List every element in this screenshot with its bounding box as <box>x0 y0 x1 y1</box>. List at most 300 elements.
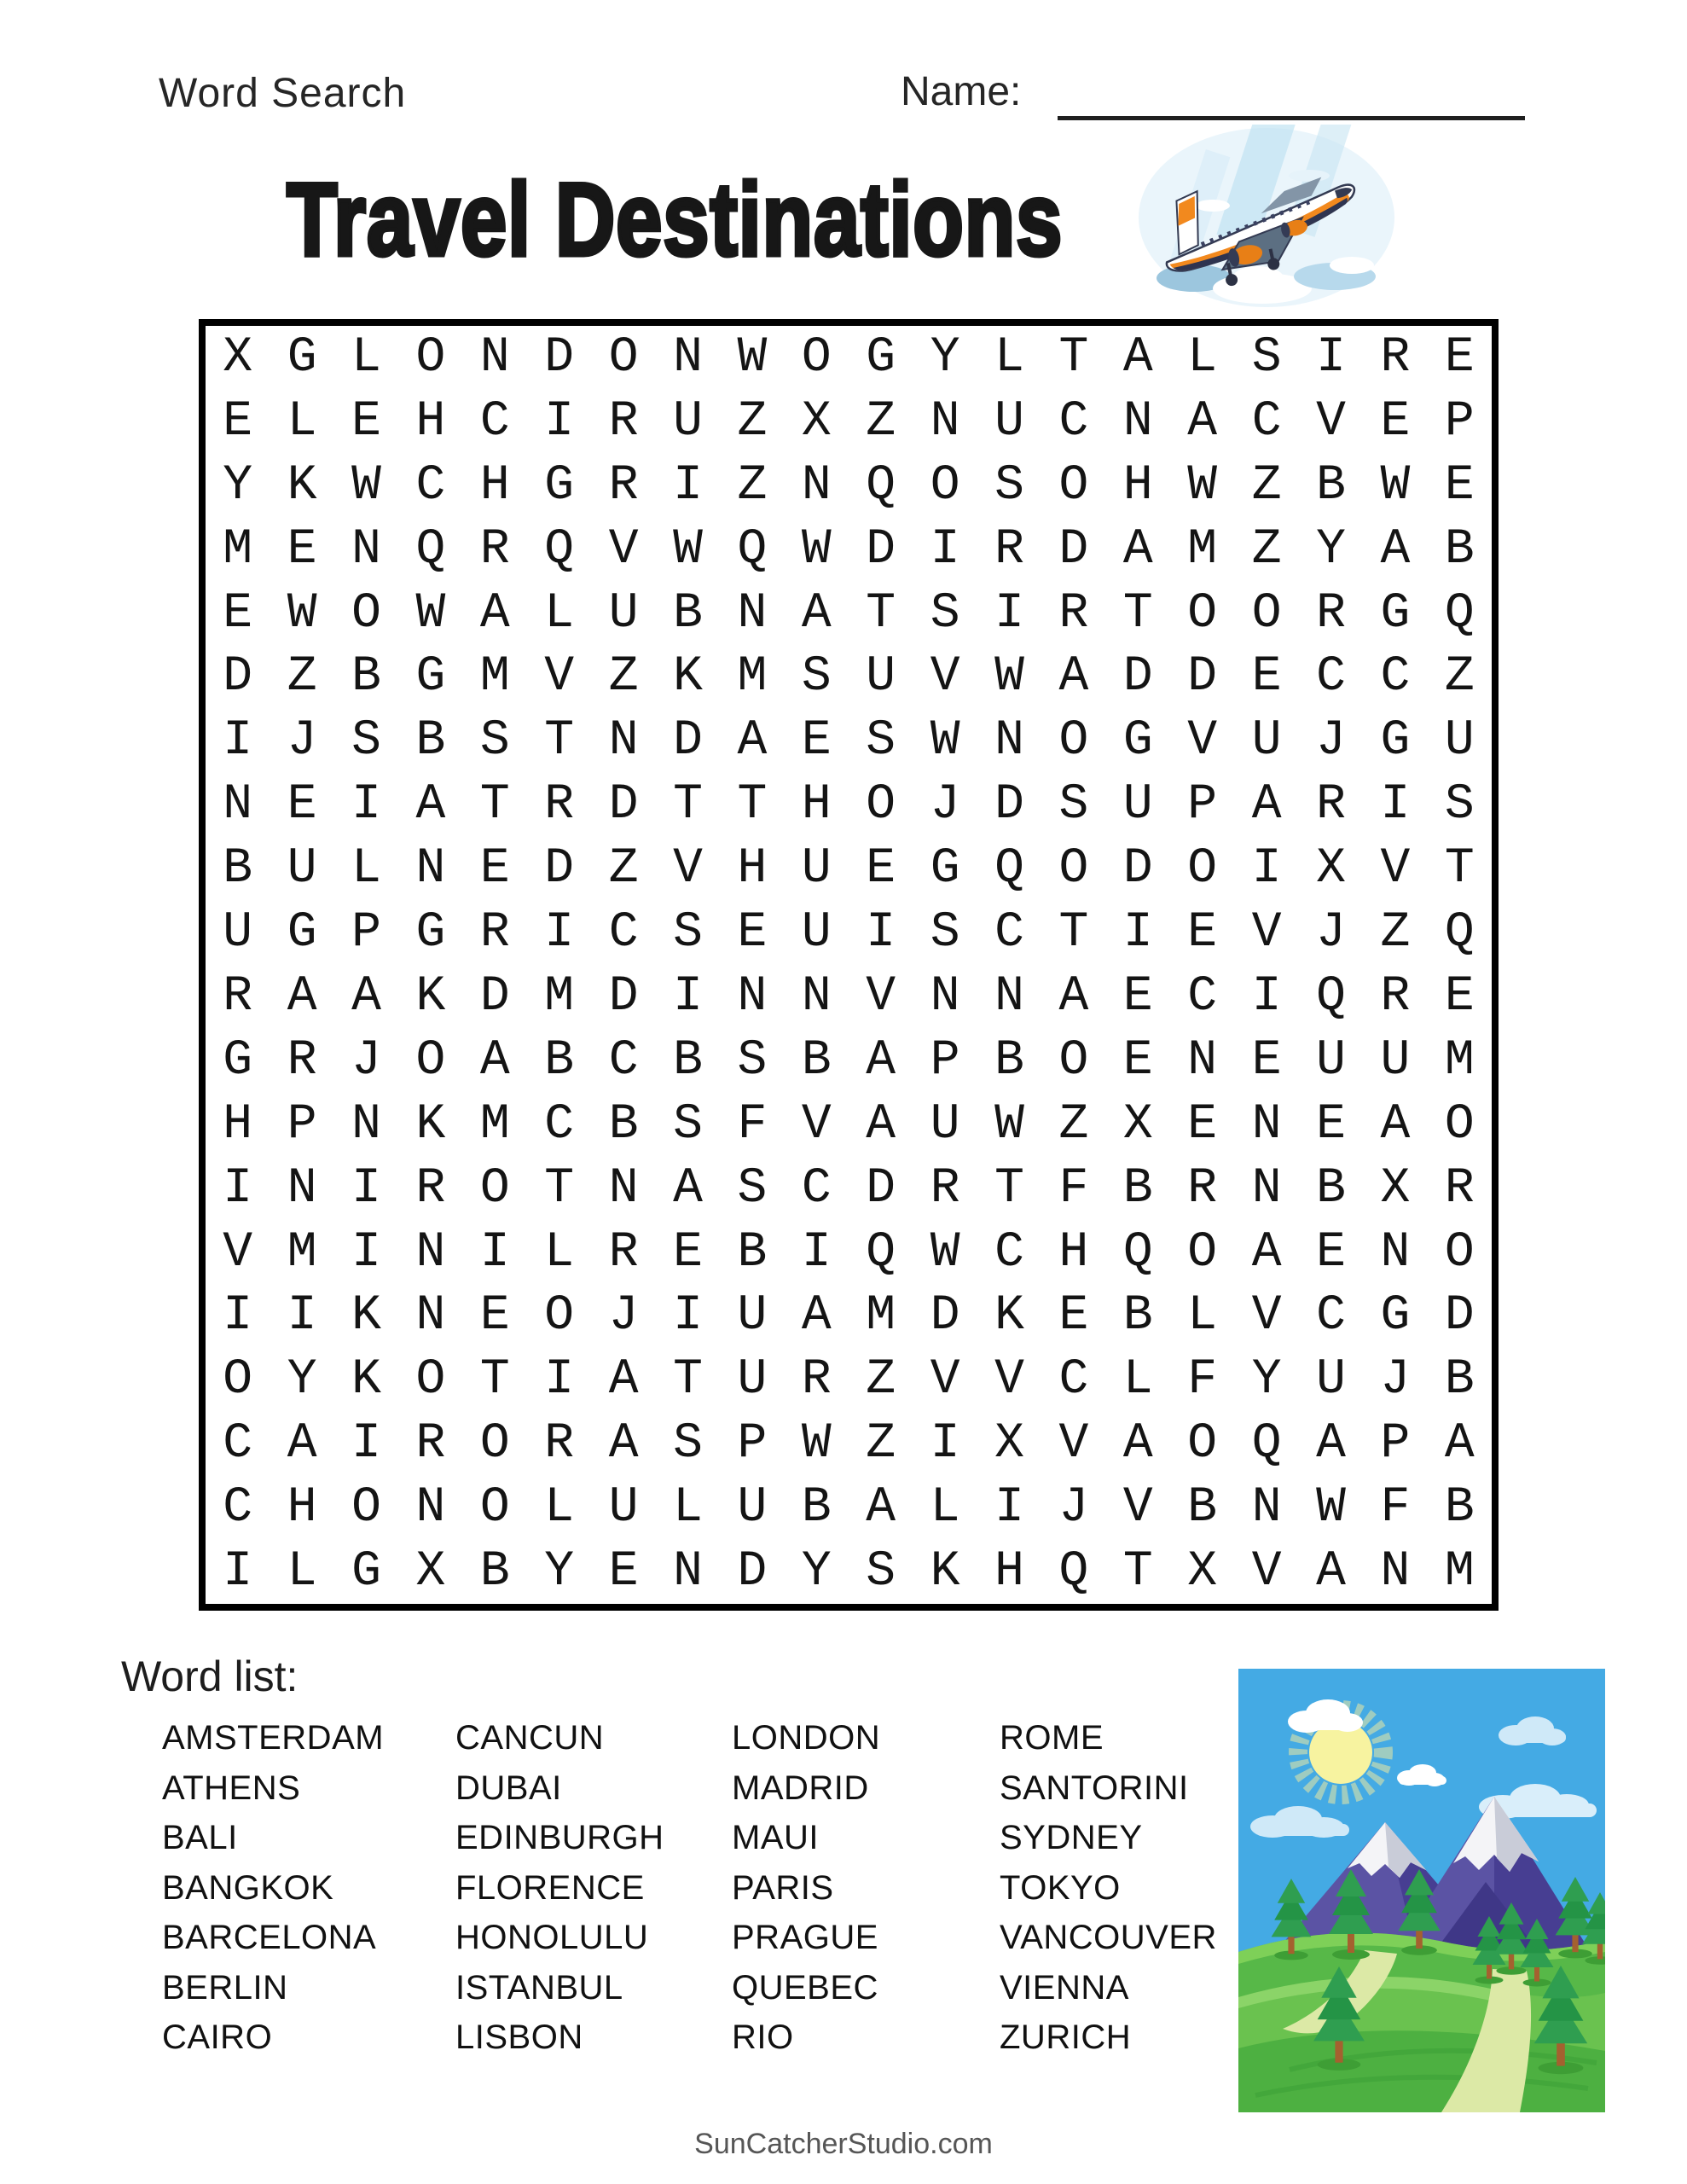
grid-letter: G <box>415 905 446 961</box>
grid-letter: S <box>994 457 1024 514</box>
grid-letter: I <box>866 905 896 961</box>
grid-letter: M <box>223 521 253 578</box>
grid-letter: C <box>223 1480 253 1536</box>
grid-letter: E <box>1251 649 1282 706</box>
grid-letter: V <box>1187 713 1218 770</box>
grid-letter: E <box>866 841 896 897</box>
grid-letter: L <box>351 841 381 897</box>
grid-letter: Q <box>866 457 896 514</box>
grid-letter: W <box>1187 457 1218 514</box>
grid-letter: D <box>544 841 575 897</box>
grid-letter: M <box>1444 1544 1475 1600</box>
grid-letter: W <box>415 585 446 642</box>
grid-letter: E <box>287 777 317 834</box>
grid-letter: W <box>351 457 381 514</box>
grid-letter: Z <box>866 1416 896 1472</box>
grid-letter: I <box>1251 841 1282 897</box>
grid-letter: V <box>1251 1544 1282 1600</box>
grid-letter: N <box>737 968 768 1025</box>
grid-letter: Z <box>1380 905 1411 961</box>
grid-letter: E <box>801 713 832 770</box>
grid-letter: N <box>673 329 703 386</box>
grid-letter: K <box>351 1352 381 1409</box>
grid-letter: A <box>1444 1416 1475 1472</box>
grid-letter: E <box>1058 1288 1089 1345</box>
grid-letter: C <box>1380 649 1411 706</box>
grid-letter: O <box>544 1288 575 1345</box>
grid-letter: I <box>351 1160 381 1217</box>
grid-letter: N <box>223 777 253 834</box>
grid-letter: E <box>1316 1224 1346 1281</box>
grid-letter: K <box>673 649 703 706</box>
grid-letter: A <box>479 1032 510 1089</box>
grid-letter: P <box>1380 1416 1411 1472</box>
word-list-column <box>732 1713 880 2063</box>
grid-letter: G <box>351 1544 381 1600</box>
grid-letter: T <box>994 1160 1024 1217</box>
page-title: Travel Destinations <box>287 161 1064 277</box>
grid-letter: N <box>1380 1544 1411 1600</box>
grid-letter: R <box>287 1032 317 1089</box>
grid-letter: N <box>1122 393 1153 450</box>
grid-letter: S <box>930 585 960 642</box>
grid-letter: I <box>801 1224 832 1281</box>
grid-letter: I <box>544 393 575 450</box>
grid-letter: J <box>1058 1480 1089 1536</box>
grid-letter: A <box>1122 329 1153 386</box>
grid-letter: Q <box>994 841 1024 897</box>
grid-letter: T <box>866 585 896 642</box>
grid-letter: V <box>930 649 960 706</box>
grid-letter: C <box>479 393 510 450</box>
grid-letter: B <box>1122 1160 1153 1217</box>
grid-letter: Q <box>1058 1544 1089 1600</box>
grid-letter: B <box>1444 1352 1475 1409</box>
grid-letter: E <box>479 1288 510 1345</box>
grid-letter: O <box>1058 841 1089 897</box>
grid-letter: W <box>673 521 703 578</box>
grid-letter: K <box>994 1288 1024 1345</box>
grid-letter: B <box>1316 1160 1346 1217</box>
grid-letter: E <box>1316 1096 1346 1153</box>
grid-letter: C <box>1058 393 1089 450</box>
grid-letter: Q <box>1122 1224 1153 1281</box>
word-list-item: PRAGUE <box>732 1919 878 1956</box>
grid-letter: X <box>1187 1544 1218 1600</box>
grid-letter: P <box>737 1416 768 1472</box>
grid-letter: O <box>415 1352 446 1409</box>
grid-letter: M <box>544 968 575 1025</box>
grid-letter: N <box>415 1480 446 1536</box>
grid-letter: Z <box>737 457 768 514</box>
footer-site-text: SunCatcherStudio.com <box>694 2128 993 2160</box>
grid-letter: A <box>287 1416 317 1472</box>
name-blank-line[interactable] <box>1058 75 1525 120</box>
grid-letter: A <box>1058 968 1089 1025</box>
grid-letter: A <box>801 1288 832 1345</box>
word-list-item: CAIRO <box>162 2018 273 2056</box>
grid-letter: C <box>415 457 446 514</box>
name-label: Name: <box>901 69 1022 114</box>
grid-letter: B <box>994 1032 1024 1089</box>
grid-letter: B <box>801 1480 832 1536</box>
grid-letter: F <box>1380 1480 1411 1536</box>
grid-letter: M <box>479 1096 510 1153</box>
grid-letter: O <box>479 1160 510 1217</box>
word-list-item: MADRID <box>732 1769 869 1807</box>
landscape-illustration-icon <box>1238 1669 1605 2112</box>
grid-letter: H <box>479 457 510 514</box>
grid-letter: Z <box>608 649 639 706</box>
word-list-item: ISTANBUL <box>455 1968 623 2007</box>
grid-letter: A <box>1122 1416 1153 1472</box>
grid-letter: I <box>544 905 575 961</box>
grid-letter: E <box>223 585 253 642</box>
grid-letter: Q <box>1444 585 1475 642</box>
grid-letter: T <box>673 1352 703 1409</box>
grid-letter: M <box>1444 1032 1475 1089</box>
grid-letter: Q <box>1251 1416 1282 1472</box>
grid-letter: Q <box>1316 968 1346 1025</box>
grid-letter: Y <box>287 1352 317 1409</box>
grid-letter: T <box>737 777 768 834</box>
grid-letter: C <box>1187 968 1218 1025</box>
grid-letter: Y <box>1316 521 1346 578</box>
grid-letter: G <box>287 329 317 386</box>
grid-letter: V <box>544 649 575 706</box>
grid-letter: Z <box>1058 1096 1089 1153</box>
grid-letter: R <box>479 905 510 961</box>
grid-letter: A <box>1316 1544 1346 1600</box>
grid-letter: V <box>994 1352 1024 1409</box>
grid-letter: D <box>930 1288 960 1345</box>
grid-letter: M <box>479 649 510 706</box>
grid-letter: R <box>223 968 253 1025</box>
grid-letter: A <box>866 1032 896 1089</box>
grid-letter: F <box>1058 1160 1089 1217</box>
grid-letter: I <box>351 777 381 834</box>
grid-letter: O <box>930 457 960 514</box>
word-list-item: ROME <box>1000 1719 1104 1757</box>
grid-letter: N <box>608 1160 639 1217</box>
grid-letter: I <box>351 1416 381 1472</box>
grid-letter: C <box>801 1160 832 1217</box>
grid-letter: X <box>801 393 832 450</box>
grid-letter: K <box>351 1288 381 1345</box>
grid-letter: R <box>1058 585 1089 642</box>
grid-letter: U <box>1251 713 1282 770</box>
grid-letter: S <box>351 713 381 770</box>
grid-letter: I <box>1316 329 1346 386</box>
word-list-item: BARCELONA <box>162 1919 377 1956</box>
grid-letter: N <box>1251 1480 1282 1536</box>
grid-letter: D <box>608 777 639 834</box>
grid-letter: R <box>608 393 639 450</box>
grid-letter: W <box>994 1096 1024 1153</box>
grid-letter: H <box>223 1096 253 1153</box>
grid-letter: I <box>479 1224 510 1281</box>
grid-letter: Q <box>737 521 768 578</box>
grid-letter: R <box>1316 585 1346 642</box>
grid-letter: U <box>1316 1352 1346 1409</box>
grid-letter: N <box>1187 1032 1218 1089</box>
grid-letter: N <box>1251 1160 1282 1217</box>
grid-letter: G <box>1380 1288 1411 1345</box>
grid-letter: V <box>1122 1480 1153 1536</box>
grid-letter: S <box>866 713 896 770</box>
grid-letter: A <box>1380 1096 1411 1153</box>
grid-letter: U <box>608 585 639 642</box>
grid-letter: N <box>737 585 768 642</box>
grid-letter: B <box>673 1032 703 1089</box>
grid-letter: U <box>930 1096 960 1153</box>
grid-letter: S <box>479 713 510 770</box>
word-list-item: FLORENCE <box>455 1868 645 1907</box>
grid-letter: U <box>801 841 832 897</box>
grid-letter: R <box>994 521 1024 578</box>
grid-letter: Q <box>1444 905 1475 961</box>
grid-letter: G <box>930 841 960 897</box>
grid-letter: I <box>223 1544 253 1600</box>
grid-letter: W <box>801 1416 832 1472</box>
grid-letter: O <box>1444 1224 1475 1281</box>
grid-letter: D <box>479 968 510 1025</box>
grid-letter: A <box>1122 521 1153 578</box>
grid-letter: O <box>415 1032 446 1089</box>
grid-letter: R <box>415 1416 446 1472</box>
grid-letter: E <box>1251 1032 1282 1089</box>
grid-letter: B <box>801 1032 832 1089</box>
grid-letter: N <box>608 713 639 770</box>
word-list-item: LISBON <box>455 2018 583 2056</box>
grid-letter: G <box>415 649 446 706</box>
grid-letter: D <box>1058 521 1089 578</box>
grid-letter: E <box>1122 968 1153 1025</box>
grid-letter: I <box>673 968 703 1025</box>
grid-letter: B <box>479 1544 510 1600</box>
grid-letter: C <box>544 1096 575 1153</box>
grid-letter: Z <box>1251 521 1282 578</box>
grid-letter: O <box>351 1480 381 1536</box>
grid-letter: I <box>1122 905 1153 961</box>
grid-letter: R <box>1316 777 1346 834</box>
grid-letter: G <box>866 329 896 386</box>
grid-letter: G <box>1380 713 1411 770</box>
grid-letter: O <box>1187 1224 1218 1281</box>
grid-letter: S <box>737 1032 768 1089</box>
grid-letter: V <box>673 841 703 897</box>
grid-letter: I <box>287 1288 317 1345</box>
grid-letter: N <box>1251 1096 1282 1153</box>
grid-letter: B <box>1444 1480 1475 1536</box>
grid-letter: D <box>1122 841 1153 897</box>
grid-letter: K <box>287 457 317 514</box>
page-type-label: Word Search <box>159 71 407 116</box>
grid-letter: N <box>415 841 446 897</box>
grid-letter: O <box>415 329 446 386</box>
grid-letter: P <box>351 905 381 961</box>
grid-letter: R <box>479 521 510 578</box>
grid-letter: H <box>1058 1224 1089 1281</box>
grid-letter: N <box>351 1096 381 1153</box>
grid-letter: O <box>866 777 896 834</box>
grid-letter: T <box>1122 1544 1153 1600</box>
grid-letter: I <box>544 1352 575 1409</box>
grid-letter: Y <box>1251 1352 1282 1409</box>
word-list-item: RIO <box>732 2018 794 2056</box>
grid-letter: Z <box>1444 649 1475 706</box>
grid-letter: T <box>544 1160 575 1217</box>
grid-letter: R <box>1380 968 1411 1025</box>
grid-letter: N <box>673 1544 703 1600</box>
grid-letter: R <box>608 457 639 514</box>
grid-letter: A <box>1251 1224 1282 1281</box>
grid-letter: N <box>287 1160 317 1217</box>
grid-letter: T <box>1444 841 1475 897</box>
grid-letter: D <box>544 329 575 386</box>
grid-letter: W <box>1316 1480 1346 1536</box>
grid-letter: X <box>1122 1096 1153 1153</box>
grid-letter: X <box>994 1416 1024 1472</box>
word-list-item: VANCOUVER <box>1000 1919 1217 1956</box>
grid-letter: D <box>994 777 1024 834</box>
grid-letter: J <box>608 1288 639 1345</box>
grid-letter: Q <box>544 521 575 578</box>
grid-letter: Z <box>737 393 768 450</box>
grid-letter: J <box>1316 713 1346 770</box>
grid-letter: P <box>287 1096 317 1153</box>
grid-letter: H <box>737 841 768 897</box>
grid-letter: W <box>1380 457 1411 514</box>
grid-letter: V <box>801 1096 832 1153</box>
grid-letter: A <box>1380 521 1411 578</box>
grid-letter: N <box>801 968 832 1025</box>
grid-letter: S <box>673 905 703 961</box>
word-list-label: Word list: <box>121 1653 299 1700</box>
grid-letter: V <box>1316 393 1346 450</box>
word-list-item: PARIS <box>732 1868 834 1907</box>
grid-letter: O <box>223 1352 253 1409</box>
grid-letter: B <box>1444 521 1475 578</box>
grid-letter: C <box>1316 1288 1346 1345</box>
grid-letter: B <box>223 841 253 897</box>
grid-letter: A <box>1251 777 1282 834</box>
grid-letter: W <box>801 521 832 578</box>
grid-letter: E <box>1187 905 1218 961</box>
grid-letter: C <box>223 1416 253 1472</box>
grid-letter: H <box>287 1480 317 1536</box>
grid-letter: L <box>287 393 317 450</box>
grid-letter: R <box>544 777 575 834</box>
grid-letter: V <box>1251 1288 1282 1345</box>
grid-letter: O <box>1444 1096 1475 1153</box>
grid-letter: L <box>544 1480 575 1536</box>
grid-letter: G <box>544 457 575 514</box>
grid-letter: S <box>1251 329 1282 386</box>
grid-letter: I <box>930 521 960 578</box>
grid-letter: U <box>608 1480 639 1536</box>
grid-letter: M <box>1187 521 1218 578</box>
grid-letter: S <box>930 905 960 961</box>
grid-letter: P <box>1444 393 1475 450</box>
grid-letter: A <box>1058 649 1089 706</box>
grid-letter: E <box>223 393 253 450</box>
grid-letter: R <box>415 1160 446 1217</box>
grid-letter: J <box>1316 905 1346 961</box>
grid-letter: J <box>287 713 317 770</box>
grid-letter: B <box>1187 1480 1218 1536</box>
grid-letter: B <box>673 585 703 642</box>
grid-letter: R <box>930 1160 960 1217</box>
grid-letter: N <box>801 457 832 514</box>
grid-letter: I <box>351 1224 381 1281</box>
grid-letter: V <box>1058 1416 1089 1472</box>
grid-letter: O <box>1251 585 1282 642</box>
grid-letter: T <box>544 713 575 770</box>
grid-letter: O <box>351 585 381 642</box>
grid-letter: B <box>1122 1288 1153 1345</box>
grid-letter: G <box>223 1032 253 1089</box>
grid-letter: V <box>1380 841 1411 897</box>
grid-letter: P <box>1187 777 1218 834</box>
grid-letter: L <box>930 1480 960 1536</box>
grid-letter: R <box>1444 1160 1475 1217</box>
grid-letter: T <box>1058 905 1089 961</box>
grid-letter: N <box>994 713 1024 770</box>
grid-letter: L <box>544 1224 575 1281</box>
grid-letter: A <box>351 968 381 1025</box>
grid-letter: I <box>994 585 1024 642</box>
grid-letter: E <box>608 1544 639 1600</box>
grid-letter: O <box>479 1416 510 1472</box>
grid-letter: C <box>1251 393 1282 450</box>
grid-letter: H <box>415 393 446 450</box>
grid-letter: E <box>1187 1096 1218 1153</box>
grid-letter: C <box>994 905 1024 961</box>
word-list-item: BALI <box>162 1819 238 1856</box>
word-list-item: VIENNA <box>1000 1968 1129 2007</box>
grid-letter: E <box>1444 329 1475 386</box>
grid-letter: U <box>1444 713 1475 770</box>
grid-letter: O <box>801 329 832 386</box>
grid-letter: X <box>223 329 253 386</box>
grid-letter: J <box>930 777 960 834</box>
grid-letter: U <box>1380 1032 1411 1089</box>
grid-letter: O <box>1058 457 1089 514</box>
grid-letter: L <box>673 1480 703 1536</box>
grid-letter: F <box>1187 1352 1218 1409</box>
grid-letter: D <box>608 968 639 1025</box>
grid-letter: D <box>223 649 253 706</box>
grid-letter: P <box>930 1032 960 1089</box>
grid-letter: J <box>351 1032 381 1089</box>
grid-letter: K <box>930 1544 960 1600</box>
name-field-group <box>901 68 1532 115</box>
grid-letter: R <box>608 1224 639 1281</box>
grid-letter: D <box>1187 649 1218 706</box>
grid-letter: V <box>1251 905 1282 961</box>
word-list-item: TOKYO <box>1000 1868 1121 1907</box>
grid-letter: E <box>1444 457 1475 514</box>
grid-letter: T <box>673 777 703 834</box>
word-list-item: BERLIN <box>162 1968 288 2007</box>
grid-letter: L <box>287 1544 317 1600</box>
grid-letter: S <box>673 1096 703 1153</box>
grid-letter: K <box>415 1096 446 1153</box>
grid-letter: V <box>866 968 896 1025</box>
grid-letter: O <box>1058 713 1089 770</box>
grid-letter: U <box>1316 1032 1346 1089</box>
